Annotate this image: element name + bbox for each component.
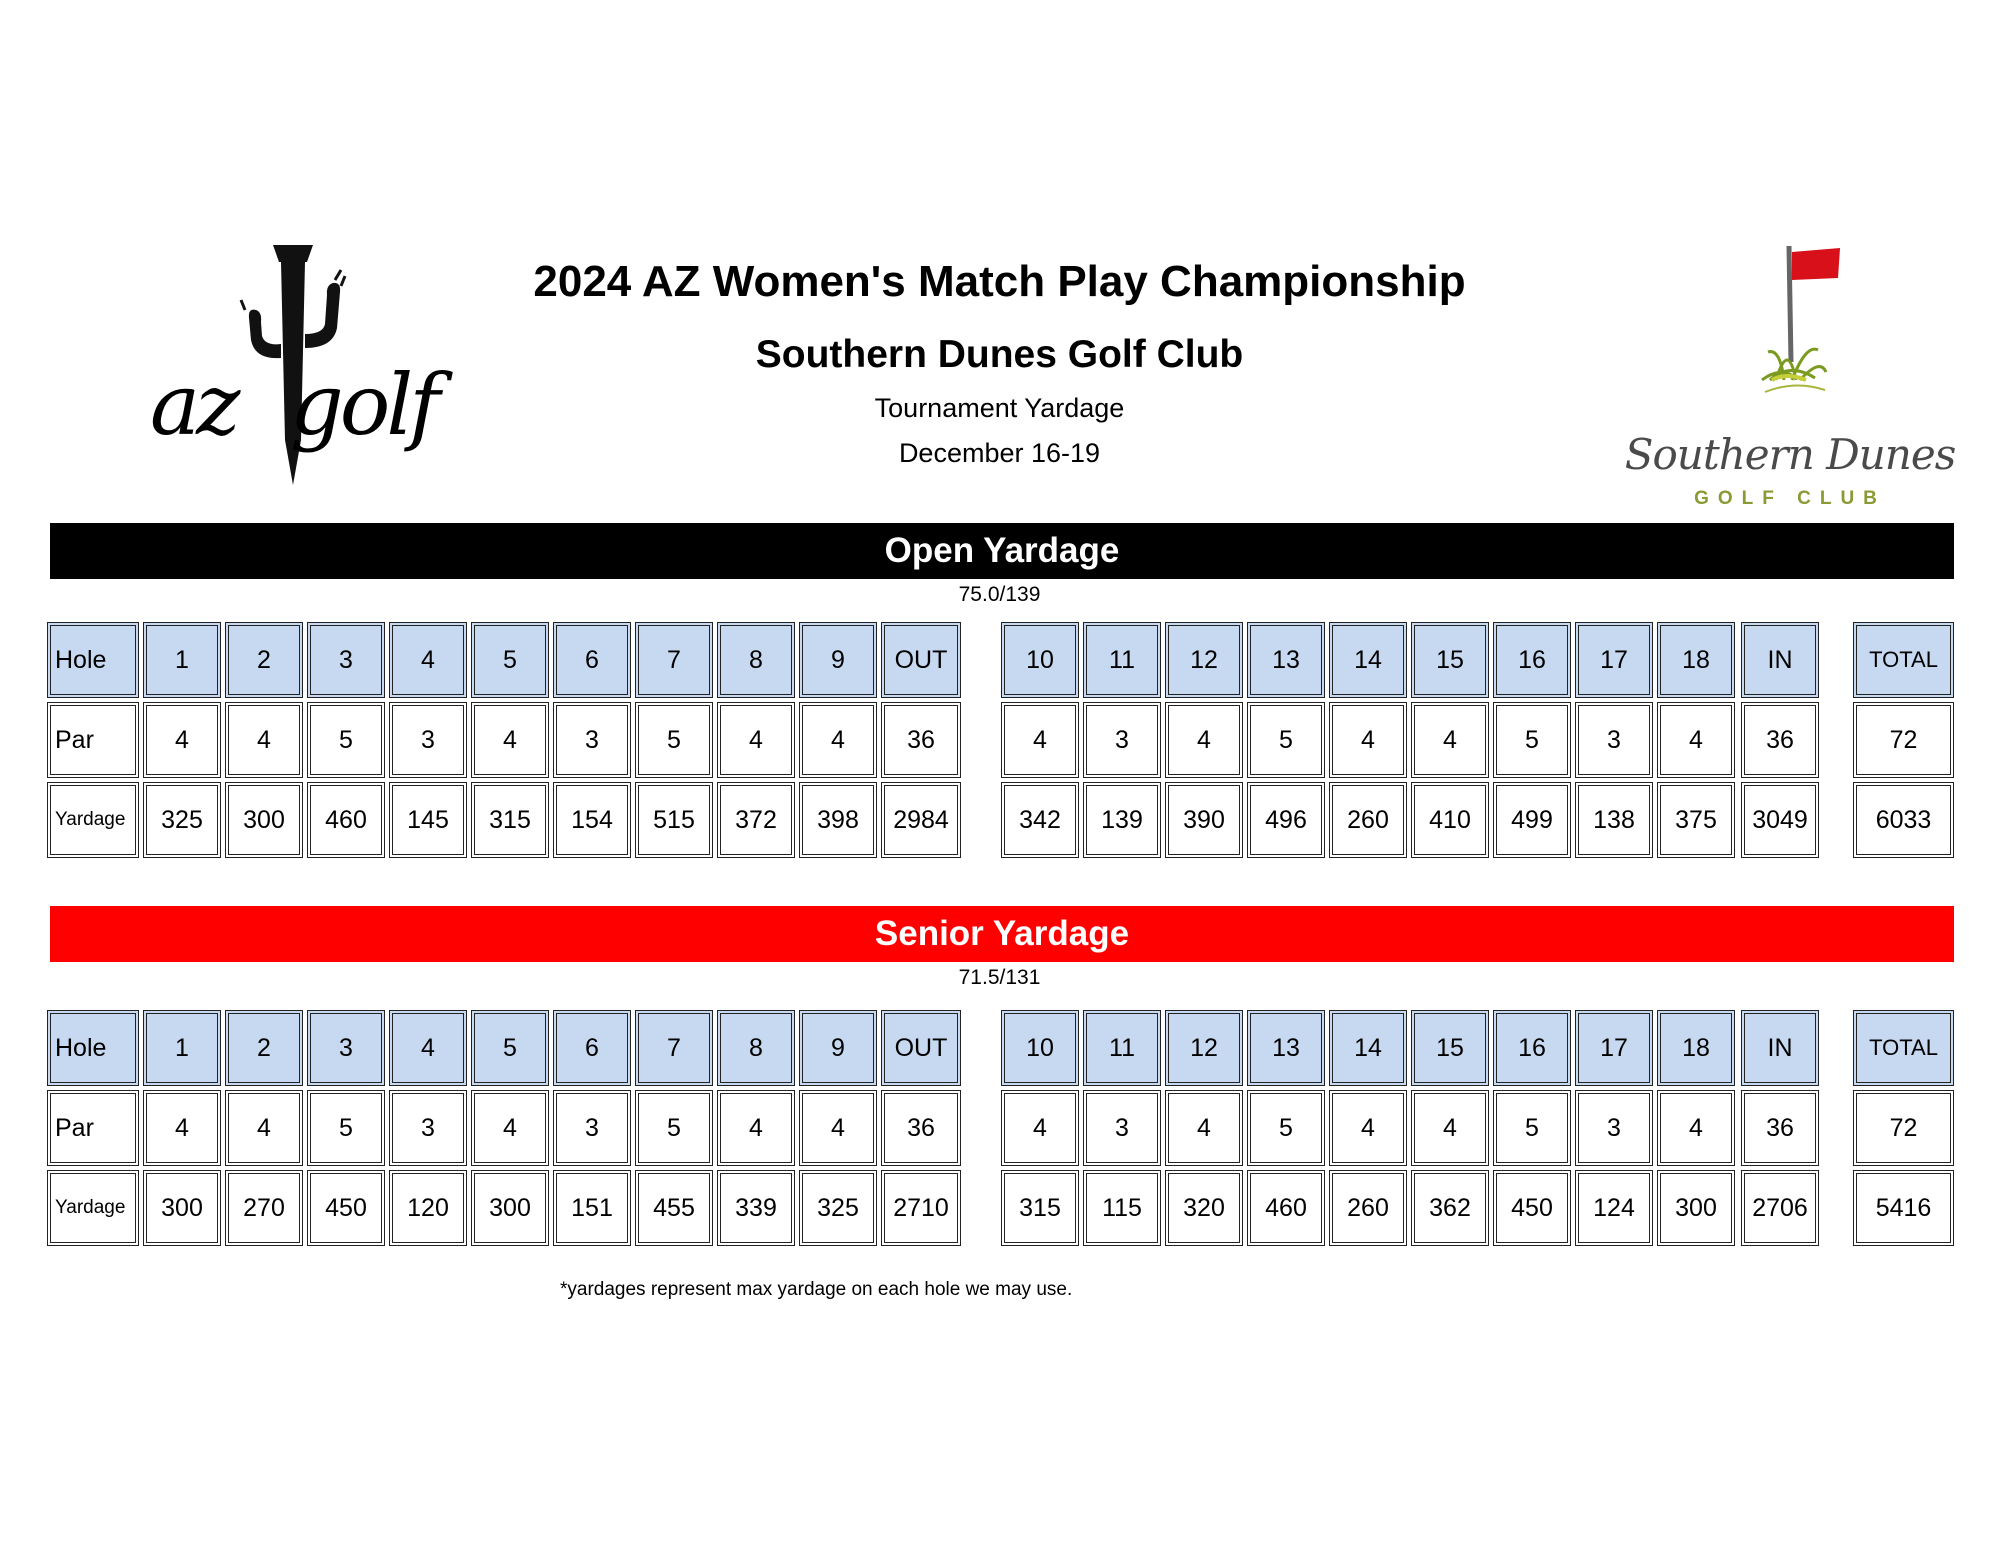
par-cell-back: 4 [1657, 1090, 1735, 1166]
hole-cell-back: 17 [1575, 622, 1653, 698]
par-label-cell: Par [47, 1090, 139, 1166]
hole-cell-front: 7 [635, 622, 713, 698]
hole-cell-front: 9 [799, 1010, 877, 1086]
par-cell-front: 4 [717, 1090, 795, 1166]
open-yardage-bar: Open Yardage [50, 523, 1954, 579]
yardage-cell-back: 362 [1411, 1170, 1489, 1246]
azgolf-logo-az: az [150, 356, 237, 454]
hole-cell-back: 13 [1247, 622, 1325, 698]
yardage-cell-back: 300 [1657, 1170, 1735, 1246]
hole-cell-front: 2 [225, 622, 303, 698]
hole-cell-back: 11 [1083, 1010, 1161, 1086]
event-dates: December 16-19 [898, 438, 1101, 468]
par-cell-front: 4 [717, 702, 795, 778]
yardage-cell-front: 372 [717, 782, 795, 858]
par-cell-front: 5 [307, 1090, 385, 1166]
yardage-cell-front: 455 [635, 1170, 713, 1246]
yardage-cell-front: 300 [225, 782, 303, 858]
par-cell-front: 5 [635, 1090, 713, 1166]
yardage-cell-back: 115 [1083, 1170, 1161, 1246]
par-cell-back: 5 [1493, 702, 1571, 778]
par-cell-back: 4 [1329, 702, 1407, 778]
hole-total-cell: TOTAL [1853, 622, 1954, 698]
hole-cell-back: 13 [1247, 1010, 1325, 1086]
par-cell-front: 4 [143, 702, 221, 778]
par-cell-back: 4 [1657, 702, 1735, 778]
par-cell-back: 5 [1247, 702, 1325, 778]
yardage-cell-front: 398 [799, 782, 877, 858]
yardage-cell-front: 2710 [881, 1170, 961, 1246]
southern-dunes-logo-name: Southern Dunes [1624, 430, 1956, 479]
par-cell-front: 5 [635, 702, 713, 778]
yardage-cell-front: 460 [307, 782, 385, 858]
open-rating: 75.0/139 [958, 583, 1041, 606]
hole-cell-back: 15 [1411, 622, 1489, 698]
hole-label-cell: Hole [47, 622, 139, 698]
par-cell-front: 4 [799, 1090, 877, 1166]
hole-cell-front: 8 [717, 1010, 795, 1086]
par-cell-back: 4 [1001, 702, 1079, 778]
hole-cell-front: 1 [143, 622, 221, 698]
hole-cell-back: 10 [1001, 1010, 1079, 1086]
yardage-cell-back: 315 [1001, 1170, 1079, 1246]
par-label-cell: Par [47, 702, 139, 778]
par-cell-front: 3 [553, 702, 631, 778]
yardage-cell-front: 300 [143, 1170, 221, 1246]
par-cell-back: 4 [1001, 1090, 1079, 1166]
hole-cell-back: 18 [1657, 1010, 1735, 1086]
par-cell-back: 5 [1493, 1090, 1571, 1166]
par-cell-back: 3 [1575, 1090, 1653, 1166]
par-cell-front: 3 [389, 1090, 467, 1166]
yardage-cell-back: 499 [1493, 782, 1571, 858]
yardage-cell-front: 339 [717, 1170, 795, 1246]
par-cell-front: 36 [881, 1090, 961, 1166]
yardage-cell-back: 260 [1329, 1170, 1407, 1246]
par-cell-front: 3 [389, 702, 467, 778]
hole-cell-back: 14 [1329, 1010, 1407, 1086]
yardage-cell-front: 315 [471, 782, 549, 858]
par-cell-back: 4 [1165, 1090, 1243, 1166]
yardage-cell-front: 270 [225, 1170, 303, 1246]
par-cell-front: 4 [143, 1090, 221, 1166]
par-cell-back: 4 [1411, 702, 1489, 778]
yardage-cell-back: 496 [1247, 782, 1325, 858]
hole-cell-front: 4 [389, 1010, 467, 1086]
yardage-cell-back: 3049 [1741, 782, 1819, 858]
yardage-cell-back: 124 [1575, 1170, 1653, 1246]
yardage-cell-front: 325 [799, 1170, 877, 1246]
hole-cell-back: 14 [1329, 622, 1407, 698]
hole-cell-back: 12 [1165, 622, 1243, 698]
yardage-cell-front: 145 [389, 782, 467, 858]
southern-dunes-logo-sub: GOLF CLUB [1694, 488, 1886, 509]
par-cell-front: 4 [471, 1090, 549, 1166]
par-cell-back: 36 [1741, 702, 1819, 778]
yardage-total-cell: 6033 [1853, 782, 1954, 858]
yardage-cell-back: 138 [1575, 782, 1653, 858]
yardage-cell-front: 154 [553, 782, 631, 858]
yardage-cell-front: 120 [389, 1170, 467, 1246]
yardage-cell-back: 450 [1493, 1170, 1571, 1246]
azgolf-logo-golf: golf [290, 356, 437, 454]
par-cell-back: 3 [1083, 1090, 1161, 1166]
par-cell-front: 4 [225, 1090, 303, 1166]
yardage-cell-front: 450 [307, 1170, 385, 1246]
hole-total-cell: TOTAL [1853, 1010, 1954, 1086]
yardage-cell-back: 410 [1411, 782, 1489, 858]
hole-cell-back: 16 [1493, 1010, 1571, 1086]
hole-cell-front: 7 [635, 1010, 713, 1086]
hole-cell-back: IN [1741, 1010, 1819, 1086]
yardage-cell-front: 2984 [881, 782, 961, 858]
course-name: Southern Dunes Golf Club [755, 333, 1244, 376]
par-cell-back: 5 [1247, 1090, 1325, 1166]
hole-cell-front: 3 [307, 1010, 385, 1086]
footnote: *yardages represent max yardage on each hole we may use. [560, 1279, 1073, 1300]
senior-yardage-bar: Senior Yardage [50, 906, 1954, 962]
yardage-cell-back: 342 [1001, 782, 1079, 858]
yardage-cell-back: 2706 [1741, 1170, 1819, 1246]
yardage-cell-front: 325 [143, 782, 221, 858]
par-cell-front: 4 [471, 702, 549, 778]
yardage-cell-front: 300 [471, 1170, 549, 1246]
hole-cell-front: 5 [471, 1010, 549, 1086]
yardage-total-cell: 5416 [1853, 1170, 1954, 1246]
hole-cell-front: 1 [143, 1010, 221, 1086]
par-cell-front: 4 [799, 702, 877, 778]
hole-cell-back: 12 [1165, 1010, 1243, 1086]
par-cell-front: 3 [553, 1090, 631, 1166]
yardage-cell-front: 151 [553, 1170, 631, 1246]
par-cell-back: 36 [1741, 1090, 1819, 1166]
yardage-cell-back: 375 [1657, 782, 1735, 858]
hole-cell-front: 5 [471, 622, 549, 698]
hole-label-cell: Hole [47, 1010, 139, 1086]
hole-cell-front: 6 [553, 1010, 631, 1086]
yardage-label-cell: Yardage [47, 1170, 139, 1246]
hole-cell-back: 11 [1083, 622, 1161, 698]
hole-cell-front: OUT [881, 622, 961, 698]
yardage-cell-back: 460 [1247, 1170, 1325, 1246]
hole-cell-back: 16 [1493, 622, 1571, 698]
yardage-cell-back: 260 [1329, 782, 1407, 858]
yardage-subtitle: Tournament Yardage [874, 393, 1125, 423]
hole-cell-back: 17 [1575, 1010, 1653, 1086]
par-cell-back: 4 [1329, 1090, 1407, 1166]
par-cell-front: 4 [225, 702, 303, 778]
yardage-cell-back: 320 [1165, 1170, 1243, 1246]
hole-cell-back: 10 [1001, 622, 1079, 698]
yardage-cell-front: 515 [635, 782, 713, 858]
hole-cell-front: OUT [881, 1010, 961, 1086]
par-cell-front: 36 [881, 702, 961, 778]
yardage-cell-back: 390 [1165, 782, 1243, 858]
page-title: 2024 AZ Women's Match Play Championship [533, 257, 1466, 306]
hole-cell-front: 9 [799, 622, 877, 698]
flag-icon [1792, 248, 1840, 280]
hole-cell-front: 3 [307, 622, 385, 698]
yardage-cell-back: 139 [1083, 782, 1161, 858]
hole-cell-back: 15 [1411, 1010, 1489, 1086]
hole-cell-back: 18 [1657, 622, 1735, 698]
par-cell-back: 4 [1411, 1090, 1489, 1166]
hole-cell-front: 4 [389, 622, 467, 698]
hole-cell-front: 2 [225, 1010, 303, 1086]
par-cell-front: 5 [307, 702, 385, 778]
hole-cell-back: IN [1741, 622, 1819, 698]
senior-rating: 71.5/131 [958, 966, 1041, 989]
par-total-cell: 72 [1853, 1090, 1954, 1166]
par-cell-back: 4 [1165, 702, 1243, 778]
par-cell-back: 3 [1083, 702, 1161, 778]
par-total-cell: 72 [1853, 702, 1954, 778]
hole-cell-front: 8 [717, 622, 795, 698]
yardage-label-cell: Yardage [47, 782, 139, 858]
hole-cell-front: 6 [553, 622, 631, 698]
par-cell-back: 3 [1575, 702, 1653, 778]
